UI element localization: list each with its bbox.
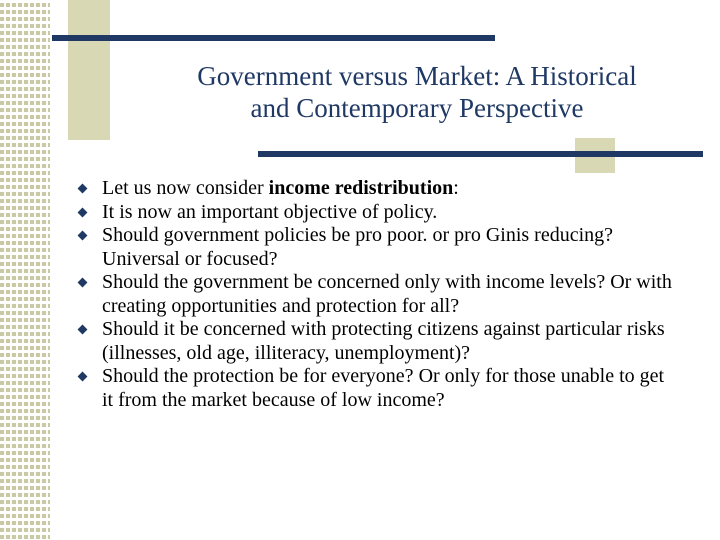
diamond-bullet-icon <box>78 278 88 288</box>
diamond-bullet-icon <box>78 372 88 382</box>
bullet-item <box>76 224 676 271</box>
bullet-list <box>76 177 676 412</box>
bullet-text: Let us now consider <box>102 177 269 199</box>
diamond-bullet-icon <box>78 207 88 217</box>
bullet-item <box>76 318 676 365</box>
decorative-stripe-column <box>0 0 50 540</box>
title-rule-bottom <box>258 151 703 157</box>
slide-title <box>110 60 720 124</box>
bullet-text-suffix: : <box>453 177 459 199</box>
bullet-text: Should the government be concerned only with income levels? Or with creating opportunities and protection for all? <box>102 271 672 317</box>
bullet-bold-text: income redistribution <box>268 177 454 199</box>
bullet-text: Should the protection be for everyone? Or only for those unable to get it from the market because of low income? <box>102 365 665 411</box>
bullet-item <box>76 201 676 225</box>
decorative-block-top <box>68 0 110 140</box>
diamond-bullet-icon <box>78 231 88 241</box>
diamond-bullet-icon <box>78 325 88 335</box>
bullet-text: Should government policies be pro poor. or pro Ginis reducing? Universal or focused? <box>102 224 614 270</box>
bullet-text: It is now an important objective of policy. <box>102 200 438 223</box>
diamond-bullet-icon <box>78 184 88 194</box>
bullet-item <box>76 177 676 201</box>
bullet-item <box>76 271 676 318</box>
slide-title-line2: and Contemporary Perspective <box>250 93 584 123</box>
bullet-text: Should it be concerned with protecting citizens against particular risks (illnesses, old age, illiteracy, unemployment)? <box>102 318 665 364</box>
bullet-item <box>76 365 676 412</box>
slide-title-line1: Government versus Market: A Historical <box>197 61 637 91</box>
title-rule-top <box>52 35 495 41</box>
